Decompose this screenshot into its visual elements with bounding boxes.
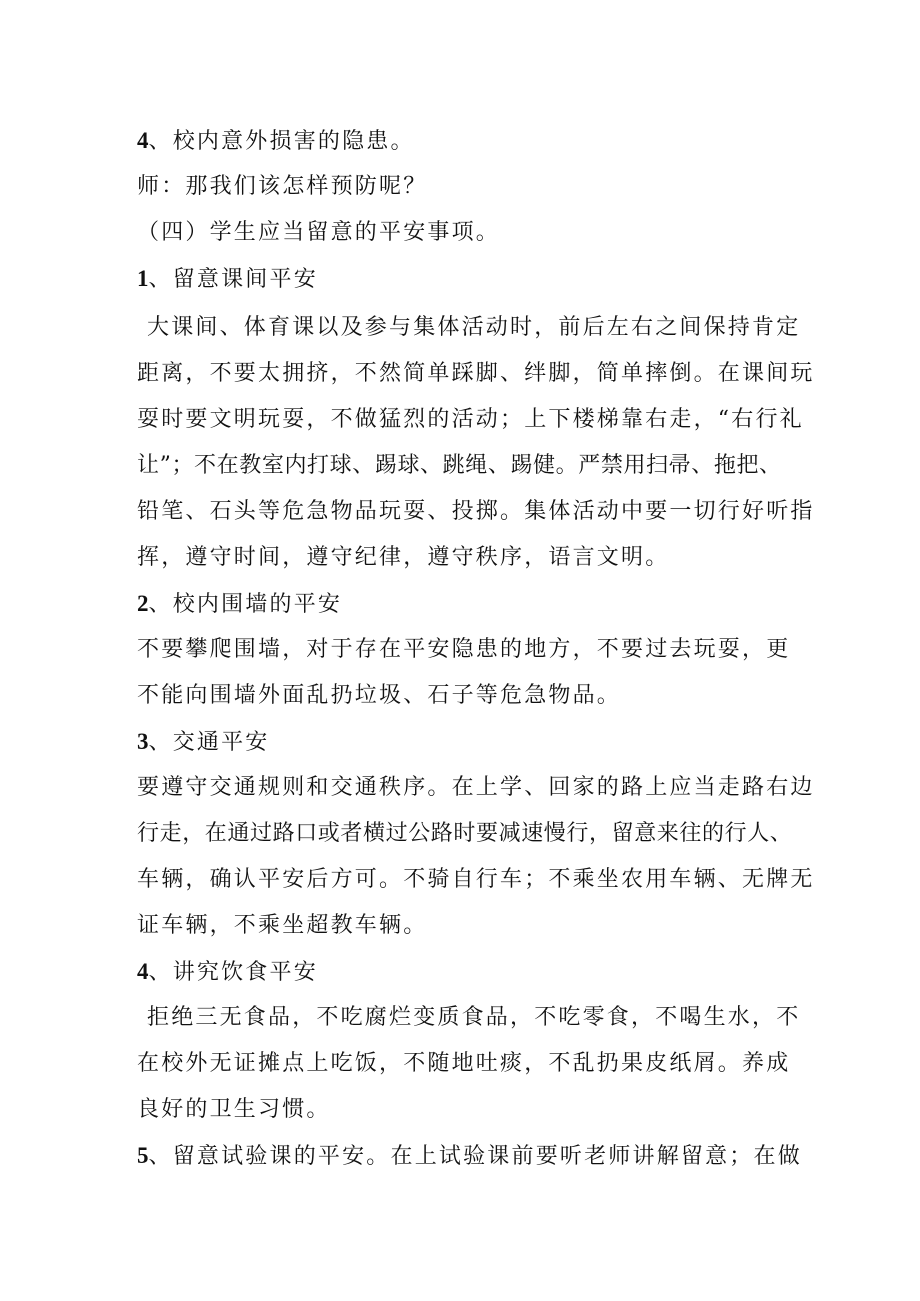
line-text: 拒绝三无食品，不吃腐烂变质食品，不吃零食，不喝生水，不 — [147, 1005, 801, 1030]
line-text: 耍时要文明玩耍，不做猛烈的活动；上下楼梯靠右走，“右行礼 — [137, 407, 804, 432]
line-text: 挥，遵守时间，遵守纪律，遵守秩序，语言文明。 — [137, 545, 670, 570]
line-text: 铅笔、石头等危急物品玩耍、投掷。集体活动中要一切行好听指 — [137, 499, 815, 524]
list-number: 3 — [137, 729, 149, 754]
list-number: 4 — [137, 128, 149, 153]
list-heading-2-wall — [137, 590, 797, 619]
line-text: 、讲究饮食平安 — [148, 960, 318, 985]
list-heading-4-food — [137, 958, 797, 987]
paragraph-line — [137, 866, 815, 894]
line-text: 、校内围墙的平安 — [148, 592, 343, 617]
paragraph-line — [137, 636, 797, 664]
line-text: 让”；不在教室内打球、踢球、跳绳、踢健。严禁用扫帚、拖把、 — [137, 453, 782, 478]
line-text: 、校内意外损害的隐患。 — [148, 129, 415, 154]
list-heading-5-lab — [137, 1142, 802, 1171]
paragraph-line — [137, 1096, 797, 1124]
list-heading-3-traffic — [137, 728, 797, 757]
paragraph-line — [137, 498, 815, 526]
line-text: 良好的卫生习惯。 — [137, 1097, 331, 1122]
line-text: 行走，在通过路口或者横过公路时要减速慢行，留意来往的行人、 — [137, 821, 793, 846]
paragraph-line — [137, 406, 804, 434]
paragraph-line — [137, 544, 797, 572]
line-text: 大课间、体育课以及参与集体活动时，前后左右之间保持肯定 — [147, 315, 801, 340]
list-number: 1 — [137, 266, 149, 291]
paragraph-line — [137, 360, 815, 388]
teacher-question — [137, 173, 797, 201]
section-heading-4 — [137, 219, 797, 247]
line-text: 在校外无证摊点上吃饭，不随地吐痰，不乱扔果皮纸屑。养成 — [137, 1051, 791, 1076]
line-text: 车辆，确认平安后方可。不骑自行车；不乘坐农用车辆、无牌无 — [137, 867, 815, 892]
paragraph-line — [137, 1050, 797, 1078]
line-text: 要遵守交通规则和交通秩序。在上学、回家的路上应当走路右边 — [137, 775, 815, 800]
list-heading-4-accident — [137, 127, 797, 156]
line-text: 距离，不要太拥挤，不然简单踩脚、绊脚，简单摔倒。在课间玩 — [137, 361, 815, 386]
paragraph-line — [137, 682, 797, 710]
paragraph-line — [137, 774, 815, 802]
line-text: 、交通平安 — [148, 730, 270, 755]
line-text: 、留意课间平安 — [148, 267, 318, 292]
list-number: 4 — [137, 959, 149, 984]
line-text: 、留意试验课的平安。在上试验课前要听老师讲解留意；在做 — [148, 1144, 802, 1169]
list-heading-1-recess — [137, 265, 797, 294]
list-number: 5 — [137, 1143, 149, 1168]
paragraph-line — [137, 912, 797, 940]
list-number: 2 — [137, 591, 149, 616]
paragraph-line — [137, 820, 797, 848]
paragraph-line — [147, 314, 807, 342]
line-text: （四）学生应当留意的平安事项。 — [137, 220, 501, 245]
line-text: 师：那我们该怎样预防呢？ — [137, 174, 428, 199]
paragraph-line — [147, 1004, 807, 1032]
line-text: 不能向围墙外面乱扔垃圾、石子等危急物品。 — [137, 683, 622, 708]
paragraph-line — [137, 452, 797, 480]
line-text: 不要攀爬围墙，对于存在平安隐患的地方，不要过去玩耍，更 — [137, 637, 791, 662]
line-text: 证车辆，不乘坐超教车辆。 — [137, 913, 428, 938]
